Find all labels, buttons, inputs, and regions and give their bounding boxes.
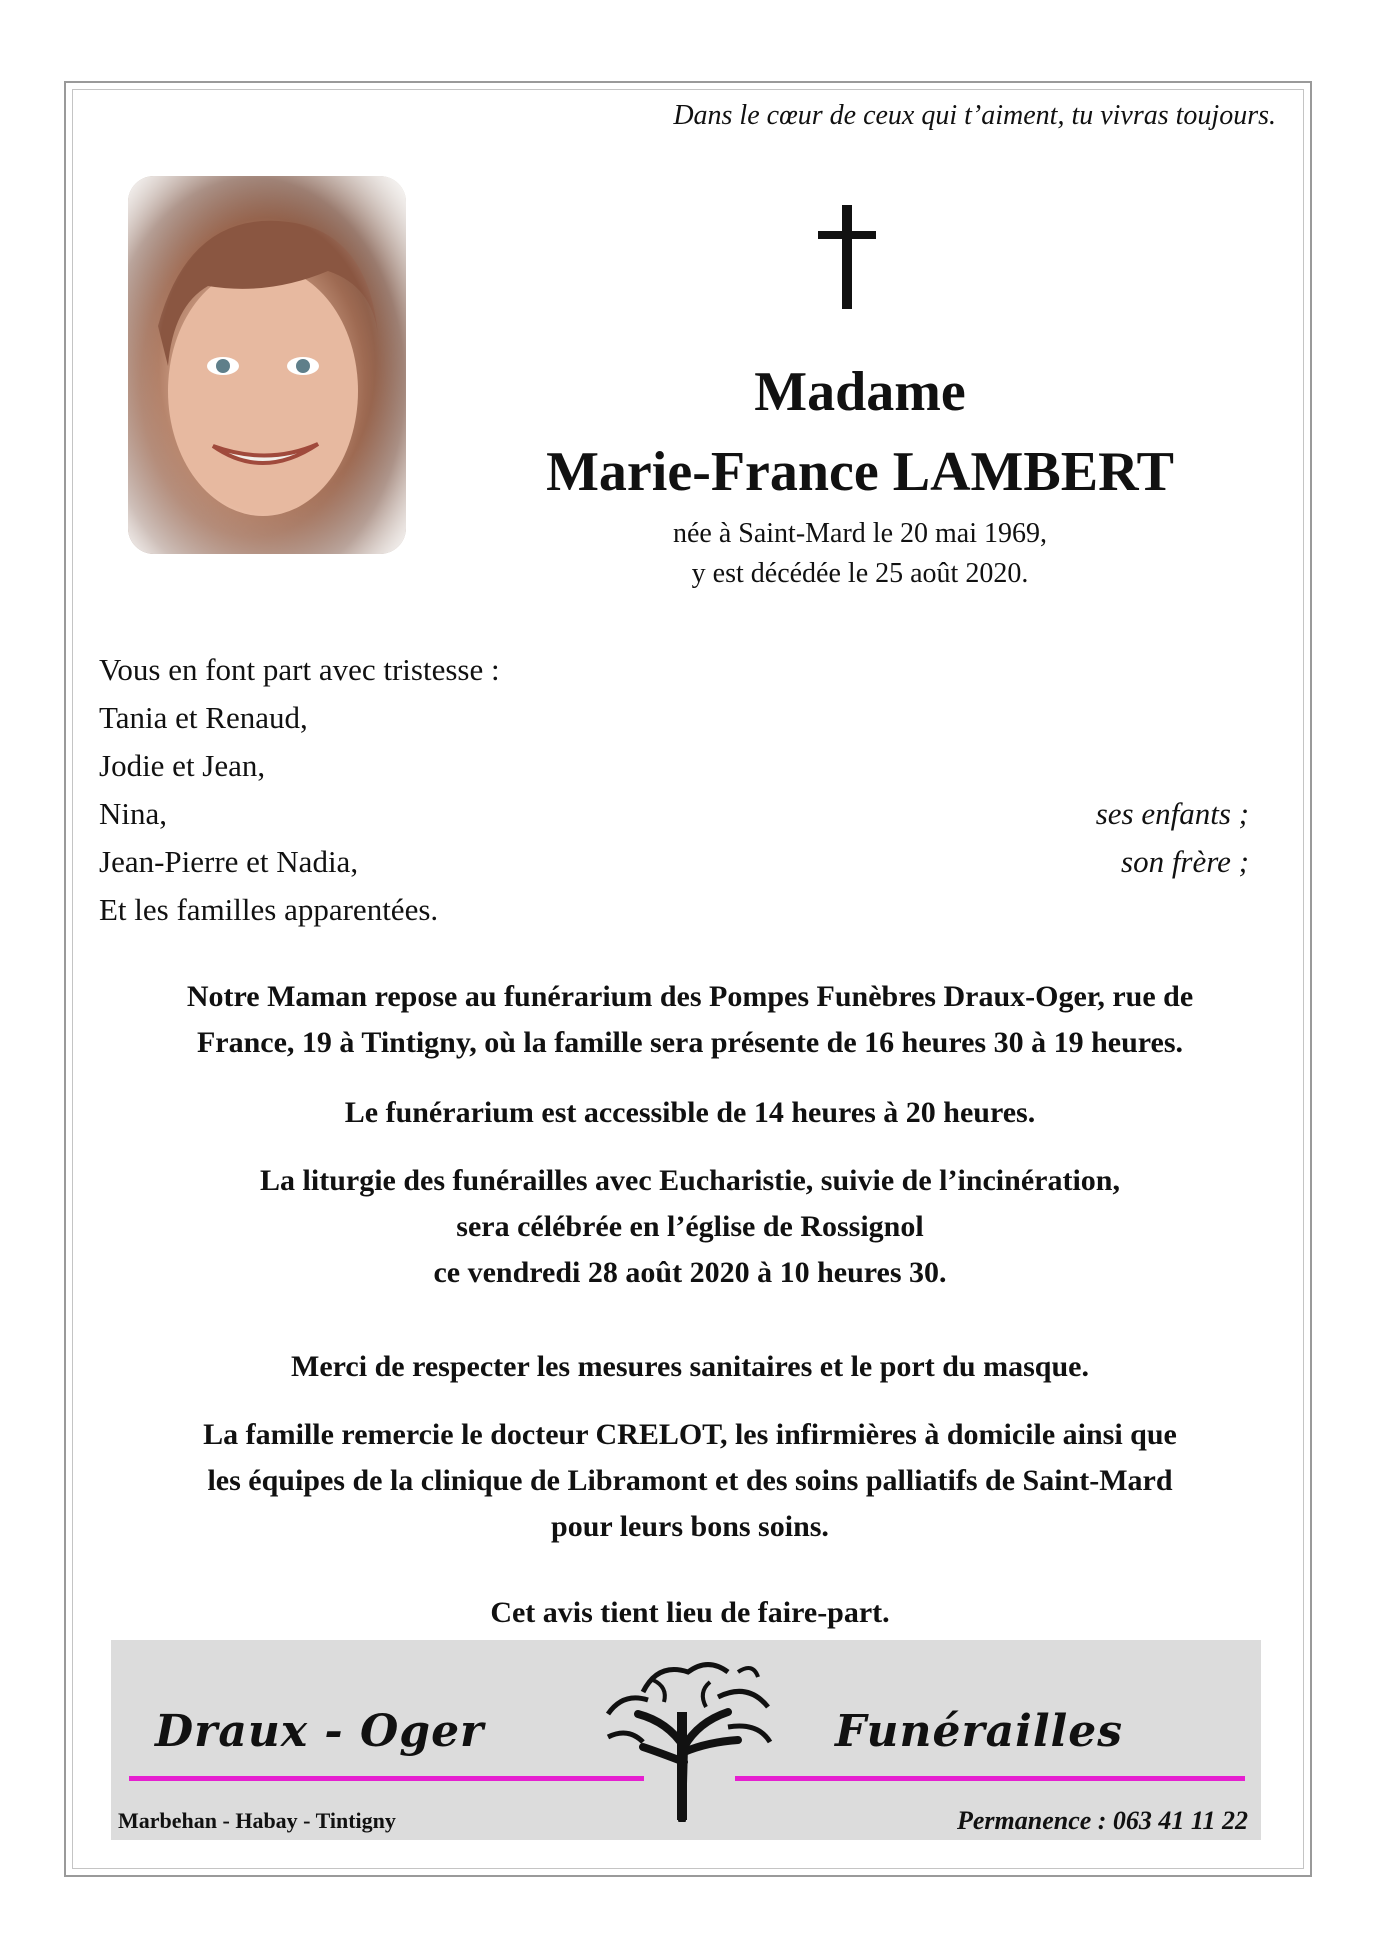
family-names: Tania et Renaud, — [99, 700, 308, 735]
brand-name: Draux - Oger — [155, 1706, 485, 1757]
family-role: son frère ; — [1121, 844, 1249, 879]
thanks-notice — [90, 1412, 1290, 1550]
family-names: Jodie et Jean, — [99, 748, 266, 783]
family-names: Et les familles apparentées. — [99, 892, 439, 927]
branch-towns: Marbehan - Habay - Tintigny — [118, 1808, 396, 1833]
closing-notice: Cet avis tient lieu de faire-part. — [490, 1596, 890, 1629]
family-row — [99, 838, 1249, 886]
liturgy-notice — [90, 1158, 1290, 1296]
sanitary-notice: Merci de respecter les mesures sanitaires et le port du masque. — [291, 1350, 1089, 1383]
honorific: Madame — [754, 361, 966, 423]
family-row — [99, 742, 1249, 790]
funerarium-line: France, 19 à Tintigny, où la famille sera présente de 16 heures 30 à 19 heures. — [196, 1026, 1184, 1059]
funerarium-notice — [90, 974, 1290, 1066]
family-row — [99, 694, 1249, 742]
liturgy-line: ce vendredi 28 août 2020 à 10 heures 30. — [433, 1256, 947, 1289]
thanks-line: les équipes de la clinique de Libramont et des soins palliatifs de Saint-Mard — [207, 1464, 1173, 1497]
family-intro — [99, 646, 1249, 694]
liturgy-line: sera célébrée en l’église de Rossignol — [456, 1210, 924, 1243]
accent-line-right — [735, 1776, 1245, 1781]
family-names: Jean-Pierre et Nadia, — [99, 844, 359, 879]
family-list — [99, 646, 1249, 934]
family-intro-text: Vous en font part avec tristesse : — [99, 652, 500, 687]
portrait-photo — [128, 176, 406, 554]
family-row — [99, 886, 1249, 934]
family-role: ses enfants ; — [1095, 796, 1249, 831]
birth-line: née à Saint-Mard le 20 mai 1969, — [672, 518, 1047, 549]
family-names: Nina, — [99, 796, 168, 831]
tree-icon — [598, 1652, 778, 1822]
access-notice: Le funérarium est accessible de 14 heures à 20 heures. — [344, 1096, 1036, 1129]
liturgy-line: La liturgie des funérailles avec Eucharistie, suivie de l’incinération, — [260, 1164, 1120, 1197]
deceased-name: Marie-France LAMBERT — [546, 441, 1174, 503]
death-line: y est décédée le 25 août 2020. — [691, 558, 1029, 589]
emergency-phone: Permanence : 063 41 11 22 — [956, 1806, 1248, 1835]
accent-line-left — [129, 1776, 644, 1781]
thanks-line: pour leurs bons soins. — [551, 1510, 829, 1543]
family-row — [99, 790, 1249, 838]
thanks-line: La famille remercie le docteur CRELOT, les infirmières à domicile ainsi que — [203, 1418, 1177, 1451]
funerarium-line: Notre Maman repose au funérarium des Pompes Funèbres Draux-Oger, rue de — [186, 980, 1194, 1013]
brand-tagline: Funérailles — [835, 1706, 1124, 1757]
epitaph-quote: Dans le cœur de ceux qui t’aiment, tu vivras toujours. — [673, 100, 1276, 131]
latin-cross-icon — [818, 205, 876, 309]
